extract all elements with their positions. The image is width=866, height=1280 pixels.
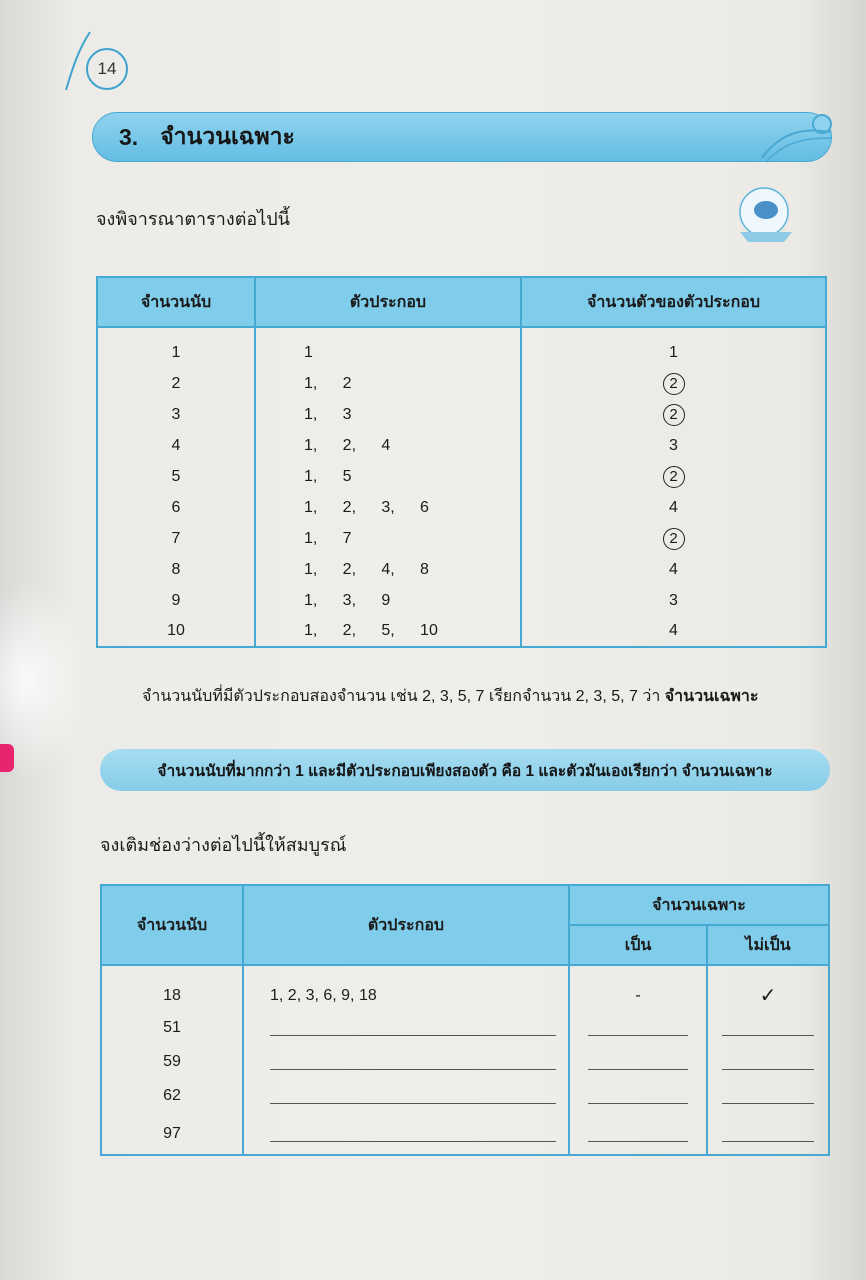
definition-box: [100, 749, 830, 791]
factors-cell: [243, 1011, 569, 1045]
factors-cell: 1, 2, 4, 8: [255, 554, 521, 585]
is-prime-cell: [569, 1079, 707, 1113]
circled-count: 2: [663, 404, 685, 426]
is-prime-blank-line[interactable]: [588, 1126, 688, 1142]
page-number: 14: [86, 48, 128, 90]
header-counting-number: จำนวนนับ: [101, 885, 243, 965]
counting-number-cell: 5: [97, 461, 255, 492]
factor-count-cell: [521, 585, 826, 616]
counting-number-cell: 10: [97, 616, 255, 647]
factors-cell: [243, 965, 569, 1011]
factor-count-cell: [521, 327, 826, 368]
counting-number-cell: 6: [97, 492, 255, 523]
table-row: [97, 430, 826, 461]
counting-number-cell: 4: [97, 430, 255, 461]
not-prime-cell: [707, 1079, 829, 1113]
count-value: 3: [669, 591, 678, 609]
factors-cell: 1, 2, 5, 10: [255, 616, 521, 647]
header-factors: ตัวประกอบ: [243, 885, 569, 965]
table-row: [101, 1011, 829, 1045]
factors-cell: [243, 1113, 569, 1155]
not-prime-cell: [707, 1045, 829, 1079]
table-row: [97, 327, 826, 368]
factors-cell: 1: [255, 327, 521, 368]
table-row: [97, 585, 826, 616]
page-tab-marker: [0, 744, 14, 772]
factor-count-cell: [521, 492, 826, 523]
table-row: [101, 965, 829, 1011]
circled-count: 2: [663, 528, 685, 550]
counting-number-cell: 59: [101, 1045, 243, 1079]
is-prime-cell: [569, 1045, 707, 1079]
table-row: [101, 1045, 829, 1079]
instruction-consider-table: จงพิจารณาตารางต่อไปนี้: [96, 209, 290, 229]
table-row: [97, 399, 826, 430]
factor-count-cell: [521, 430, 826, 461]
factors-cell: 1, 2, 4: [255, 430, 521, 461]
prime-exercise-table: [100, 884, 830, 1156]
table-row: [97, 368, 826, 399]
counting-number-cell: 1: [97, 327, 255, 368]
instruction-fill-blanks: จงเติมช่องว่างต่อไปนี้ให้สมบูรณ์: [100, 835, 347, 855]
not-prime-cell: [707, 965, 829, 1011]
factor-count-cell: [521, 554, 826, 585]
is-prime-value: -: [635, 986, 641, 1004]
swoosh-ornament-icon: [752, 110, 842, 170]
not-prime-blank-line[interactable]: [722, 1088, 814, 1104]
is-prime-blank-line[interactable]: [588, 1020, 688, 1036]
is-prime-blank-line[interactable]: [588, 1054, 688, 1070]
header-is-prime: เป็น: [569, 925, 707, 965]
factors-cell: 1, 3, 9: [255, 585, 521, 616]
table-row: [97, 523, 826, 554]
is-prime-cell: [569, 1113, 707, 1155]
table-row: [97, 616, 826, 647]
section-header: [92, 112, 832, 162]
factors-cell: 1, 5: [255, 461, 521, 492]
factors-cell: 1, 3: [255, 399, 521, 430]
is-prime-cell: [569, 965, 707, 1011]
factor-count-cell: [521, 616, 826, 647]
count-value: 4: [669, 560, 678, 578]
not-prime-blank-line[interactable]: [722, 1054, 814, 1070]
count-value: 4: [669, 622, 678, 639]
factors-cell: 1, 2: [255, 368, 521, 399]
factor-count-table: [96, 276, 827, 648]
header-prime-number: จำนวนเฉพาะ: [569, 885, 829, 925]
factors-value: 1, 2, 3, 6, 9, 18: [270, 986, 377, 1004]
factors-cell: 1, 7: [255, 523, 521, 554]
is-prime-blank-line[interactable]: [588, 1088, 688, 1104]
counting-number-cell: 7: [97, 523, 255, 554]
prime-example-sentence: [142, 684, 758, 709]
counting-number-cell: 2: [97, 368, 255, 399]
counting-number-cell: 8: [97, 554, 255, 585]
factors-cell: 1, 2, 3, 6: [255, 492, 521, 523]
table-row: [97, 492, 826, 523]
sentence-term: จำนวนเฉพาะ: [664, 688, 759, 705]
table-row: [97, 461, 826, 492]
counting-number-cell: 18: [101, 965, 243, 1011]
not-prime-cell: [707, 1011, 829, 1045]
counting-number-cell: 51: [101, 1011, 243, 1045]
not-prime-cell: [707, 1113, 829, 1155]
factor-count-cell: [521, 368, 826, 399]
counting-number-cell: 97: [101, 1113, 243, 1155]
factor-count-cell: [521, 399, 826, 430]
circled-count: 2: [663, 466, 685, 488]
counting-number-cell: 9: [97, 585, 255, 616]
count-value: 4: [669, 498, 678, 516]
count-value: 1: [669, 344, 678, 361]
counting-number-cell: 3: [97, 399, 255, 430]
factors-cell: [243, 1045, 569, 1079]
circled-count: 2: [663, 373, 685, 395]
header-factor-count: จำนวนตัวของตัวประกอบ: [521, 277, 826, 327]
definition-text: จำนวนนับที่มากกว่า 1 และมีตัวประกอบเพียงสองตัว คือ 1 และตัวมันเองเรียกว่า จำนวนเฉพาะ: [157, 762, 773, 780]
header-factors: ตัวประกอบ: [255, 277, 521, 327]
thinking-logo-icon: [722, 180, 802, 250]
not-prime-blank-line[interactable]: [722, 1126, 814, 1142]
factors-cell: [243, 1079, 569, 1113]
sentence-text: จำนวนนับที่มีตัวประกอบสองจำนวน เช่น 2, 3, 5, 7 เรียกจำนวน 2, 3, 5, 7 ว่า: [142, 688, 665, 705]
count-value: 3: [669, 436, 678, 454]
not-prime-blank-line[interactable]: [722, 1020, 814, 1036]
factors-blank-line[interactable]: [270, 1054, 556, 1070]
factors-blank-line[interactable]: [270, 1020, 556, 1036]
factor-count-cell: [521, 461, 826, 492]
section-number: 3.: [119, 123, 139, 150]
counting-number-cell: 62: [101, 1079, 243, 1113]
table-row: [97, 554, 826, 585]
section-title: จำนวนเฉพาะ: [160, 123, 295, 149]
is-prime-cell: [569, 1011, 707, 1045]
header-not-prime: ไม่เป็น: [707, 925, 829, 965]
factors-blank-line[interactable]: [270, 1088, 556, 1104]
table-row: [101, 1113, 829, 1155]
factor-count-cell: [521, 523, 826, 554]
table-row: [101, 1079, 829, 1113]
factors-blank-line[interactable]: [270, 1126, 556, 1142]
header-counting-number: จำนวนนับ: [97, 277, 255, 327]
not-prime-value: ✓: [759, 985, 777, 1007]
